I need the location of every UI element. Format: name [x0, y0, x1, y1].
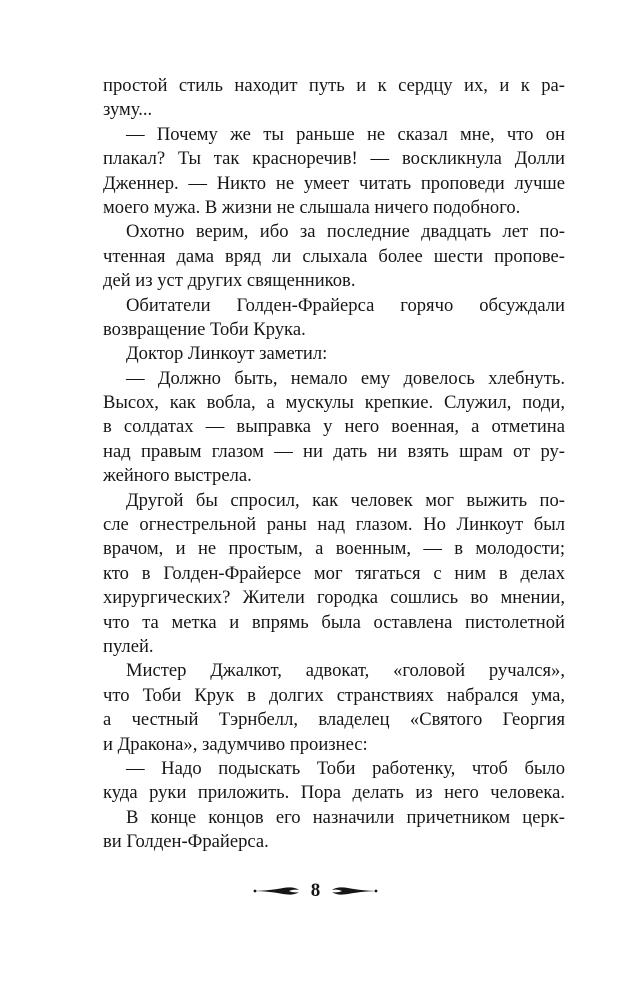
page-number: 8: [310, 880, 321, 901]
text-line-28: и Дракона», задумчиво произнес:: [103, 733, 368, 755]
text-line-15: в солдатах — выправка у него военная, а отметина: [103, 416, 565, 438]
text-line-24: пулей.: [103, 635, 154, 657]
text-line-30: куда руки приложить. Пора делать из него человека.: [103, 782, 565, 804]
text-line-13: — Должно быть, немало ему довелось хлебнуть.: [126, 367, 565, 389]
text-line-21: кто в Голден-Фрайерсе мог тягаться с ним в делах: [103, 562, 565, 584]
text-line-4: плакал? Ты так красноречив! — воскликнула Долли: [103, 148, 565, 170]
text-line-25: Мистер Джалкот, адвокат, «головой ручался»,: [126, 660, 565, 682]
text-line-19: сле огнестрельной раны над глазом. Но Линкоут был: [103, 514, 565, 536]
text-line-20: врачом, и не простым, а военным, — в молодости;: [103, 538, 565, 560]
text-line-6: моего мужа. В жизни не слышала ничего подобного.: [103, 196, 521, 218]
flourish-right-icon: [330, 883, 382, 899]
text-line-29: — Надо подыскать Тоби работенку, чтоб было: [126, 757, 565, 779]
text-line-9: дей из уст других священников.: [103, 270, 356, 292]
text-line-27: а честный Тэрнбелл, владелец «Святого Георгия: [103, 709, 565, 731]
text-line-17: жейного выстрела.: [103, 465, 252, 487]
text-line-22: хирургических? Жители городка сошлись во мнении,: [103, 587, 565, 609]
text-line-12: Доктор Линкоут заметил:: [126, 343, 328, 365]
text-line-26: что Тоби Крук в долгих странствиях набрался ума,: [103, 684, 565, 706]
text-line-16: над правым глазом — ни дать ни взять шрам от ру-: [103, 440, 565, 462]
text-line-5: Дженнер. — Никто не умеет читать проповеди лучше: [103, 172, 565, 194]
text-line-10: Обитатели Голден-Фрайерса горячо обсуждали: [126, 294, 565, 316]
text-line-23: что та метка и впрямь была оставлена пистолетной: [103, 611, 565, 633]
text-line-1: простой стиль находит путь и к сердцу их, и к ра-: [103, 75, 565, 96]
flourish-left-icon: [249, 883, 301, 899]
text-line-11: возвращение Тоби Крука.: [103, 318, 306, 340]
text-line-18: Другой бы спросил, как человек мог выжить по-: [126, 489, 565, 511]
text-line-2: зуму...: [103, 99, 153, 121]
text-line-3: — Почему же ты раньше не сказал мне, что он: [126, 123, 565, 145]
text-line-31: В конце концов его назначили причетником церк-: [126, 806, 565, 828]
text-line-7: Охотно верим, ибо за последние двадцать лет по-: [126, 221, 565, 243]
page-text: [103, 74, 565, 855]
text-line-8: чтенная дама вряд ли слыхала более шести пропове-: [103, 245, 565, 267]
page-footer: [0, 876, 631, 906]
text-line-14: Высох, как вобла, а мускулы крепкие. Служил, поди,: [103, 392, 565, 414]
text-line-32: ви Голден-Фрайерса.: [103, 831, 269, 853]
